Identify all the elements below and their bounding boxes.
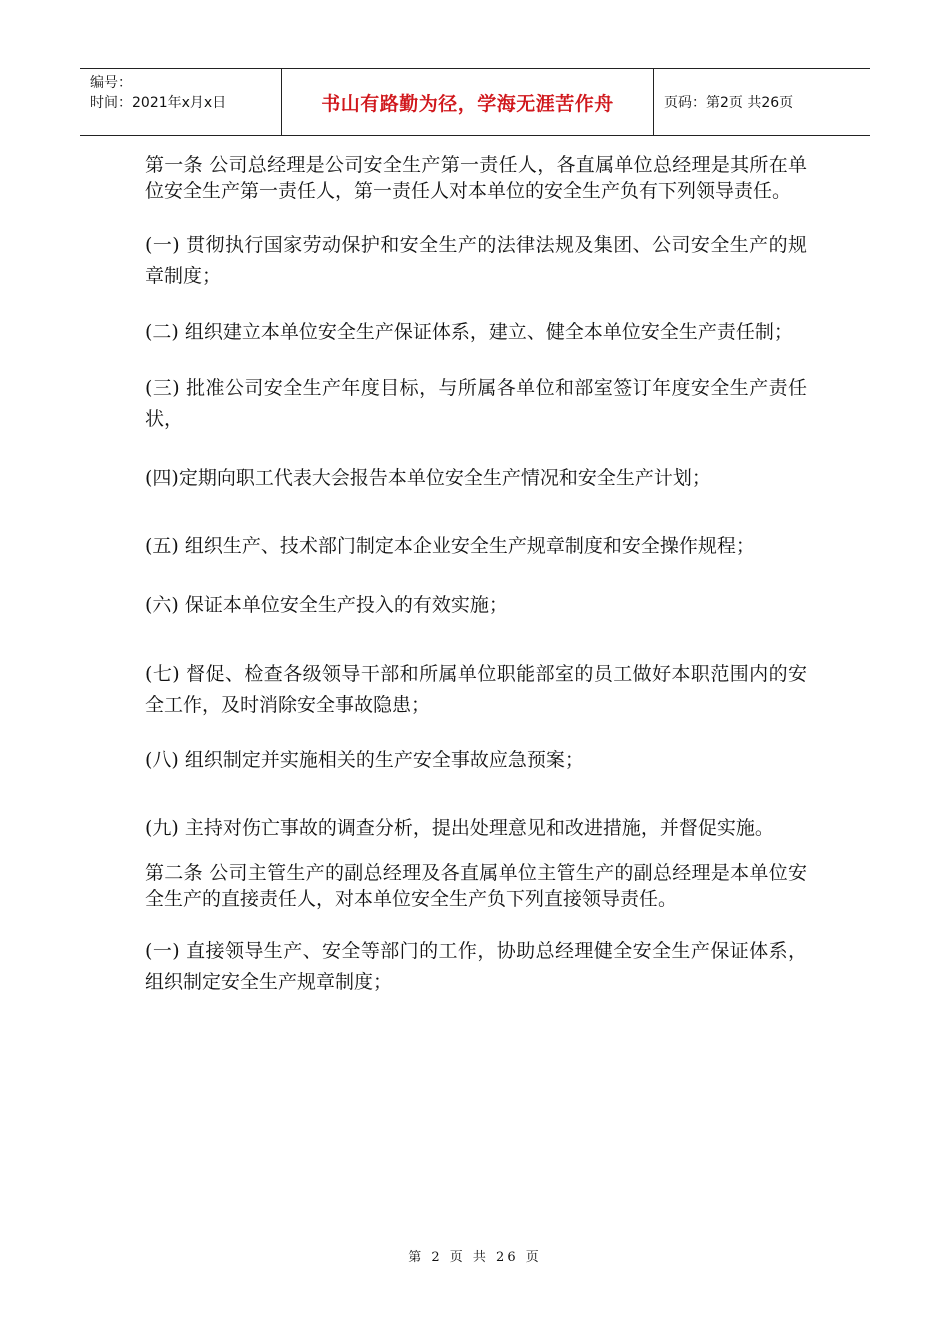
header-page-number: 页码：第2页 共26页 bbox=[664, 95, 794, 111]
header-page-cell bbox=[654, 69, 870, 135]
header-motto: 书山有路勤为径，学海无涯苦作舟 bbox=[321, 92, 614, 115]
article-one-item-3: (三) 批准公司安全生产年度目标，与所属各单位和部室签订年度安全生产责任状， bbox=[145, 377, 807, 430]
article-two-item-1: (一) 直接领导生产、安全等部门的工作，协助总经理健全安全生产保证体系，组织制定安全生产规章制度； bbox=[145, 940, 807, 993]
article-one-item-8: (八) 组织制定并实施相关的生产安全事故应急预案； bbox=[145, 749, 584, 771]
article-one: 第一条 公司总经理是公司安全生产第一责任人，各直属单位总经理是其所在单位安全生产第一责任人，第一责任人对本单位的安全生产负有下列领导责任。 bbox=[145, 154, 807, 202]
article-one-item-1: (一) 贯彻执行国家劳动保护和安全生产的法律法规及集团、公司安全生产的规章制度； bbox=[145, 234, 807, 287]
article-one-item-2: (二) 组织建立本单位安全生产保证体系，建立、健全本单位安全生产责任制； bbox=[145, 321, 793, 343]
document-time-label: 时间：2021年x月x日 bbox=[90, 95, 227, 111]
document-header bbox=[80, 68, 870, 136]
header-info-cell bbox=[80, 69, 282, 135]
article-one-item-9: (九) 主持对伤亡事故的调查分析，提出处理意见和改进措施，并督促实施。 bbox=[145, 817, 774, 839]
article-two: 第二条 公司主管生产的副总经理及各直属单位主管生产的副总经理是本单位安全生产的直接责任人，对本单位安全生产负下列直接领导责任。 bbox=[145, 862, 807, 910]
article-one-item-5: (五) 组织生产、技术部门制定本企业安全生产规章制度和安全操作规程； bbox=[145, 535, 755, 557]
article-one-item-7: (七) 督促、检查各级领导干部和所属单位职能部室的员工做好本职范围内的安全工作，及时消除安全事故隐患； bbox=[145, 663, 807, 716]
article-one-item-4: (四)定期向职工代表大会报告本单位安全生产情况和安全生产计划； bbox=[145, 467, 711, 489]
page-footer: 第 2 页 共 26 页 bbox=[408, 1250, 542, 1265]
article-one-item-6: (六) 保证本单位安全生产投入的有效实施； bbox=[145, 594, 508, 616]
document-number-label: 编号： bbox=[90, 75, 132, 91]
header-motto-cell bbox=[282, 69, 654, 135]
document-body bbox=[145, 152, 807, 998]
